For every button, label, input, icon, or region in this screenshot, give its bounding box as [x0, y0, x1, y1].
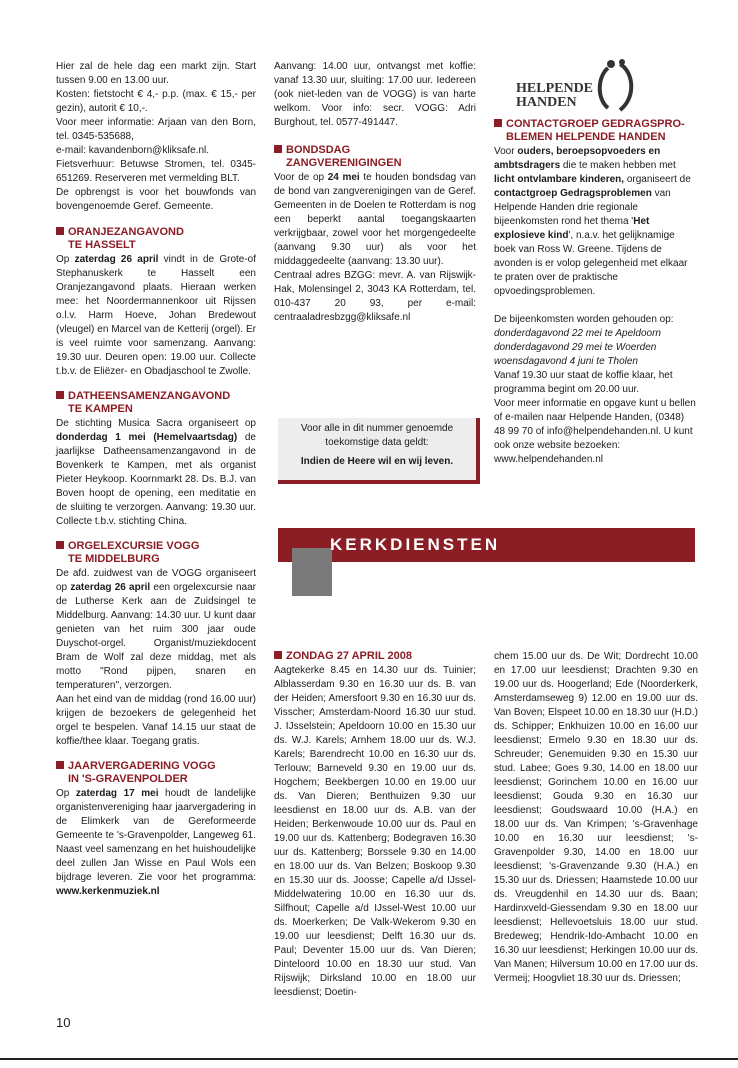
- notice-line-2: toekomstige data geldt:: [325, 437, 429, 448]
- bullet-square: [494, 119, 502, 127]
- column-2: [274, 60, 476, 325]
- notice-bold: Indien de Heere wil en wij leven.: [300, 456, 454, 467]
- page-number: 10: [56, 1015, 71, 1030]
- column-1: [56, 60, 256, 899]
- services-column-left: [274, 650, 476, 1000]
- bullet-square: [274, 651, 282, 659]
- banner-title: KERKDIENSTEN: [330, 535, 501, 554]
- heading-jaarvergadering: JAARVERGADERING VOGG IN 'S-GRAVENPOLDER: [56, 760, 256, 786]
- heading-contactgroep: CONTACTGROEP GEDRAGSPRO- BLEMEN HELPENDE HANDEN: [494, 118, 698, 144]
- contactgroep-text: Voor ouders, beroepsopvoeders en ambtsdragers die te maken hebben met licht ontvlambare kinderen, organiseert de contactgroep Gedragsproblemen van Helpende Handen drie regionale bijeenkomsten rond het thema 'Het explosieve kind', n.a.v. het gelijknamige boek van Ross W. Greene. Tijdens de avonden is er volop gelegenheid met elkaar te praten over de praktische opvoedingsproblemen.: [494, 146, 691, 297]
- bullet-square: [274, 145, 282, 153]
- services-column-right: [494, 650, 698, 986]
- bullet-square: [56, 761, 64, 769]
- intro-line-5: Fietsverhuur: Betuwse Stromen, tel. 0345-651269. Reserveren met vermelding BLT.: [56, 159, 256, 184]
- date-3: woensdagavond 4 juni te Tholen: [494, 356, 638, 367]
- helpende-handen-logo: [512, 58, 662, 114]
- bottom-rule: [0, 1058, 738, 1060]
- kerkenmuziek-link[interactable]: www.kerkenmuziek.nl: [56, 886, 160, 897]
- intro-line-1: Hier zal de hele dag een markt zijn. Start tussen 9.00 en 13.00 uur.: [56, 61, 256, 86]
- banner-gray-block: [292, 548, 332, 596]
- intro-line-4: e-mail: kavandenborn@kliksafe.nl.: [56, 145, 210, 156]
- heading-datheen: DATHEENSAMENZANGAVOND TE KAMPEN: [56, 390, 256, 416]
- heading-orgelexcursie: ORGELEXCURSIE VOGG TE MIDDELBURG: [56, 540, 256, 566]
- oranje-text: Op zaterdag 26 april vindt in de Grote-of Stephanuskerk te Hasselt een Oranjezangavond plaats. Hieraan werken mee: het Noordermannenkoor uit Rijssen o.l.v. Harm Hoeve, Johan Bredewout (vleugel) en Marcel van de Ketterij (orgel). Er is veel ruimte voor samenzang. Aanvang: 19.30 uur. Deuren open: 19.00 uur. Collecte t.b.v. de Eliëzer- en Obadjaschool te Zwolle.: [56, 254, 257, 377]
- notice-line-1: Voor alle in dit nummer genoemde: [300, 423, 454, 434]
- date-2: donderdagavond 29 mei te Woerden: [494, 342, 657, 353]
- col2-top-text: Aanvang: 14.00 uur, ontvangst met koffie: vanaf 13.30 uur, sluiting: 17.00 uur. Iedereen (ook niet-leden van de VOGG) is van harte welkom. Voor info: secr. VOGG: Adri Burghout, tel. 0577-491447.: [274, 61, 476, 128]
- services-left-text: Aagtekerke 8.45 en 14.30 uur ds. Tuinier; Alblasserdam 9.30 en 16.30 uur ds. B. van der Heiden; Amersfoort 9.30 en 16.30 uur ds. Visscher; Amsterdam-Noord 16.30 uur stud. J. IJsselstein; Apeldoorn 10.00 en 15.30 uur ds. W.J. Karels; Arnhem 18.00 uur ds. W.J. Karels; Barendrecht 10.00 en 16.30 uur ds. Terlouw; Barneveld 9.30 en 19.00 uur ds. Hogchem; Beekbergen 10.00 en 19.00 uur ds. Van Dieren; Benthuizen 9.30 uur leesdienst en 18.00 uur ds. A.B. van der Heiden; Berkenwoude 10.00 uur ds. Paul en 19.00 uur ds. Kattenberg; Bodegraven 16.30 uur ds. Kattenberg; Borssele 9.30 en 14.00 en 18.00 uur ds. Van Belzen; Boskoop 9.30 en 15.30 uur ds. Joosse; Capelle a/d IJssel-Middelwatering 10.00 en 16.30 uur ds. Silfhout; Capelle a/d IJssel-West 10.00 uur ds. Moerkerken; De Valk-Wekerom 9.30 en 19.00 uur leesdienst; Delft 16.30 uur ds. Paul; Deventer 15.00 uur ds. Van Dieren; Dinteloord 10.00 en 18.30 uur stud. Van Rijswijk; Dirksland 10.00 en 18.00 uur leesdienst; Doetin-: [274, 665, 476, 998]
- intro-line-2: Kosten: fietstocht € 4,- p.p. (max. € 15,- per gezin), autorit € 10,-.: [56, 89, 256, 114]
- informatie-text: Voor meer informatie en opgave kunt u bellen of e-mailen naar Helpende Handen, (0348) 48 99 70 of info@helpendehanden.nl. U kunt ook onze website bezoeken: www.helpendehanden.nl: [494, 398, 696, 465]
- services-right-text: chem 15.00 uur ds. De Wit; Dordrecht 10.00 en 17.00 uur leesdienst; Drachten 9.30 en 19.00 uur ds. Hoogerland; Ede (Noorderkerk, Amsterdamseweg 9) 12.00 en 19.00 uur ds. Van Boven; Elspeet 10.00 en 18.30 uur (H.D.) ds. Schipper; Enkhuizen 10.00 en 16.00 uur leesdienst; Ermelo 9.30 en 18.30 uur ds. Schreuder; Genemuiden 9.30 en 15.30 uur stud. Labee; Goes 9.30, 14.00 en 18.00 uur leesdienst; Gorinchem 10.00 en 16.00 uur leesdienst; Gouda 9.30 en 16.30 uur leesdienst; Goudswaard 10.00 (H.A.) en 18.00 uur ds. Van Krimpen; 's-Gravenhage 10.00 en 16.30 uur leesdienst; 's-Gravenpolder 9.30, 14.00 en 18.00 uur leesdienst; 's-Gravenzande 9.30 (H.A.) en 15.30 uur ds. Driessen; Haamstede 10.00 uur ds. Vreugdenhil en 14.30 uur ds. Baan; Hardinxveld-Giessendam 9.30 en 18.00 uur leesdienst; Hellevoetsluis 18.00 uur stud. Bredeweg; Hendrik-Ido-Ambacht 10.00 en 16.30 uur leesdienst; Herkingen 10.00 uur ds. Van Manen; Hilversum 10.00 en 17.00 uur ds. Vermeij; Hoogvliet 18.30 uur ds. Driessen;: [494, 651, 698, 984]
- date-1: donderdagavond 22 mei te Apeldoorn: [494, 328, 661, 339]
- column-3: [494, 118, 698, 467]
- datheen-text: De stichting Musica Sacra organiseert op donderdag 1 mei (Hemelvaartsdag) de jaarlijkse Datheensamenzangavond in de Bovenkerk te Kampen, met als organist Pieter Heykoop. Koornmarkt 28. Ds. B.J. van Boven hoopt de opening, een meditatie en de sluiting te verzorgen. Aanvang: 19.30 uur. Collecte t.b.v. stichting China.: [56, 418, 256, 527]
- intro-line-3: Voor meer informatie: Arjaan van den Born, tel. 0345-535688,: [56, 117, 256, 142]
- logo-text-2: HANDEN: [516, 95, 577, 110]
- bullet-square: [56, 541, 64, 549]
- jaar-text: Op zaterdag 17 mei houdt de landelijke organistenvereniging haar jaarvergadering in de Elimkerk van de Gereformeerde Gemeente te 's-Gravenpolder, Langeweg 61. Naast veel samenzang en het huishoudelijke deel zullen Jan Wisse en Paul Wols een bijdrage leveren. Zie voor het programma: www.kerkenmuziek.nl: [56, 788, 256, 897]
- bijeenkomsten-intro: De bijeenkomsten worden gehouden op:: [494, 314, 674, 325]
- bullet-square: [56, 391, 64, 399]
- bond-text: Voor de op 24 mei te houden bondsdag van de bond van zangverenigingen van de Geref. Gemeenten in de Doelen te Rotterdam is nog een beperkt aantal toegangskaarten verkrijgbaar, zowel voor het morgengedeelte (aanvang 9.30 uur) als voor het middaggedeelte (aanvang: 13.30 uur).: [274, 172, 476, 267]
- notice-box: [278, 418, 480, 484]
- logo-text-1: HELPENDE: [516, 81, 594, 96]
- koffie-text: Vanaf 19.30 uur staat de koffie klaar, het programma begint om 20.00 uur.: [494, 370, 673, 395]
- bond-text-2: Centraal adres BZGG: mevr. A. van Rijswijk-Hak, Molensingel 2, 3043 KA Rotterdam, tel. 010-437 20 93, per e-mail: centraaladresbzgg@kliksafe.nl: [274, 270, 476, 323]
- heading-zondag: ZONDAG 27 APRIL 2008: [274, 650, 476, 663]
- bullet-square: [56, 227, 64, 235]
- intro-line-6: De opbrengst is voor het bouwfonds van bovengenoemde Geref. Gemeente.: [56, 187, 256, 212]
- orgel-text-2: Aan het eind van de middag (rond 16.00 uur) krijgen de bezoekers de gelegenheid het orgel te bespelen. Vanaf 14.15 uur staat de koffie/thee klaar. Toegang gratis.: [56, 694, 256, 747]
- orgel-text: De afd. zuidwest van de VOGG organiseert op zaterdag 26 april een orgelexcursie naar de Lutherse Kerk aan de Zuidsingel te Middelburg. Aanvang: 14.30 uur. U kunt daar genieten van het ruim 300 jaar oude Duyschot-orgel. Organist/muziekdocent Bram de Wolf zal deze middag, met als motto "Rond pijpen, snaren en temperaturen", verzorgen.: [56, 568, 257, 691]
- heading-oranjezangavond: ORANJEZANGAVOND TE HASSELT: [56, 226, 256, 252]
- heading-bondsdag: BONDSDAG ZANGVERENIGINGEN: [274, 144, 476, 170]
